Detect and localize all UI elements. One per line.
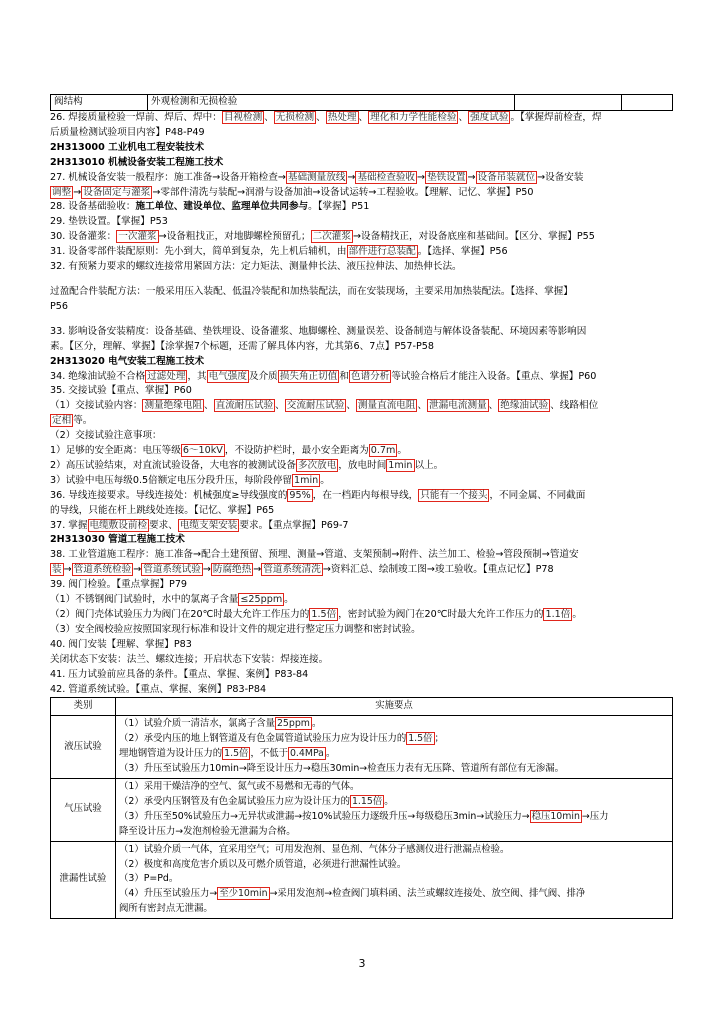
text-run: 要求。【重点掌握】P69-7 xyxy=(239,519,349,531)
red-boxed-keyword: 0.7m xyxy=(370,445,396,457)
red-boxed-keyword: 强度试验 xyxy=(470,112,509,123)
text-run: 、 xyxy=(458,112,469,123)
text-run: 28. 设备基础验收： xyxy=(50,201,136,213)
red-boxed-keyword: 管道系统试验 xyxy=(143,564,201,576)
text-run: → xyxy=(467,171,476,183)
table-text-line xyxy=(119,780,669,795)
red-boxed-keyword: 多次放电 xyxy=(297,459,337,471)
red-boxed-keyword: 热处理 xyxy=(327,112,357,123)
text-run: 、 xyxy=(358,112,369,123)
red-boxed-keyword: 泄漏电流测量 xyxy=(429,400,487,412)
table-text-line xyxy=(119,732,669,747)
red-boxed-keyword: 定相 xyxy=(52,415,72,427)
text-line xyxy=(50,459,673,474)
text-run: （2）阀门壳体试验压力为阀门在20℃时最大允许工作压力的 xyxy=(50,609,310,620)
red-boxed-keyword: 0.4MPa xyxy=(289,748,324,760)
table-row xyxy=(51,778,673,841)
red-boxed-keyword: 管道系统清洗 xyxy=(263,564,321,576)
red-boxed-keyword: 垫铁设置 xyxy=(427,171,466,183)
table-text-line xyxy=(119,717,669,732)
red-boxed-keyword: 基础测量放线 xyxy=(287,171,346,183)
text-run: 1）足够的安全距离：电压等级 xyxy=(50,445,181,457)
table-header-row xyxy=(51,698,673,716)
table-text-line xyxy=(119,843,669,858)
table-row xyxy=(51,716,673,779)
text-run: ； xyxy=(434,733,444,745)
red-boxed-keyword: 调整 xyxy=(52,186,72,198)
text-run: 2H313020 电气安装工程施工技术 xyxy=(50,355,205,367)
text-run: 2H313000 工业机电工程安装技术 xyxy=(50,141,205,153)
text-run: → xyxy=(417,171,426,183)
text-line xyxy=(50,399,673,414)
text-run: 和 xyxy=(339,370,349,382)
text-line xyxy=(50,355,673,370)
red-boxed-keyword: 1.5倍 xyxy=(224,748,249,760)
text-run: P56 xyxy=(50,300,68,312)
text-run: 34. 绝缘油试验不合格 xyxy=(50,370,146,382)
text-run: 29. 垫铁设置。【掌握】P53 xyxy=(50,216,168,228)
text-run: 31. 设备零部件装配原则：先小到大，简单到复杂，先上机后辅机，由 xyxy=(50,246,347,258)
text-run: 及介质 xyxy=(249,370,278,382)
text-run: 32. 有预紧力要求的螺纹连接常用紧固方法：定力矩法、测量伸长法、液压拉伸法、加热伸长法。 xyxy=(50,261,462,273)
red-boxed-keyword: 1.15倍 xyxy=(351,795,383,807)
text-run: →采用发泡剂→检查阀门填料函、法兰或螺纹连接处、放空阀、排气阀、排净 xyxy=(269,888,586,900)
text-run: 设备安装 xyxy=(545,171,584,183)
text-line xyxy=(50,285,673,300)
text-run: → xyxy=(133,564,142,576)
text-run: → xyxy=(73,186,82,198)
text-run: 3）试验中电压每级0.5倍额定电压分段升压，每阶段停留 xyxy=(50,474,293,486)
text-run: （3）升压至50%试验压力→无异状或泄漏→按10%试验压力逐级升压→每级稳压3min→试验压力→ xyxy=(119,810,530,822)
text-line xyxy=(50,260,673,275)
table-text-line xyxy=(119,858,669,873)
table-text-line xyxy=(119,810,669,825)
red-boxed-keyword: 设备固定与灌浆 xyxy=(83,186,151,198)
text-run: 后质量检测试验项目内容】P48-P49 xyxy=(50,126,205,138)
red-boxed-keyword: 电缆支架安装 xyxy=(179,519,238,531)
text-line xyxy=(50,608,673,623)
text-line xyxy=(50,504,673,519)
text-run: 、 xyxy=(204,400,214,412)
text-run: 42. 管道系统试验。【重点、掌握、案例】P83-P84 xyxy=(50,683,267,695)
text-line xyxy=(50,325,673,340)
text-run: （1）采用干燥洁净的空气、氮气或不易燃和无毒的气体。 xyxy=(119,780,360,792)
text-line xyxy=(50,200,673,215)
text-run: ，不低于 xyxy=(250,748,288,760)
text-line xyxy=(50,186,673,201)
text-run: 以上。 xyxy=(414,459,444,471)
text-run: ，不设防护栏时，最小安全距离为 xyxy=(224,445,369,457)
red-boxed-keyword: 理化和力学性能检验 xyxy=(370,112,457,123)
text-run: （2）承受内压钢管及有色金属试验压力应为设计压力的 xyxy=(119,795,350,807)
spacer xyxy=(50,275,673,285)
red-boxed-keyword: 目视检测 xyxy=(223,112,263,123)
text-line xyxy=(50,340,673,355)
text-run: 、 xyxy=(488,400,499,412)
text-run: 36. 导线连接要求。导线连接处：机械强度≥导线强度的 xyxy=(50,489,288,501)
text-run: ，其 xyxy=(187,370,207,382)
text-run: 30. 设备灌浆： xyxy=(50,231,117,243)
table-category-cell: 泄漏性试验 xyxy=(51,841,116,919)
text-run: 37. 掌握 xyxy=(50,519,88,531)
text-run: 。【掌握】P51 xyxy=(308,201,370,213)
text-run: 。 xyxy=(384,795,394,807)
text-run: （3）升压至试验压力10min→降至设计压力→稳压30min→检查压力表有无压降、管道所有部位有无渗漏。 xyxy=(119,763,565,775)
text-run: 、 xyxy=(550,400,560,412)
text-run: 降至设计压力→发泡剂检验无泄漏为合格。 xyxy=(119,825,296,837)
red-boxed-keyword: 只能有一个接头 xyxy=(420,489,488,501)
notes-text xyxy=(50,111,673,697)
text-run: ，在一档距内每根导线， xyxy=(312,489,419,501)
text-line xyxy=(50,683,673,698)
text-line xyxy=(50,126,673,141)
table-category-cell: 气压试验 xyxy=(51,778,116,841)
text-run: →零部件清洗与装配→润滑与设备加油→设备试运转→工程验收。【理解、记忆、掌握】P50 xyxy=(152,186,534,198)
red-boxed-keyword: 交流耐压试验 xyxy=(286,400,345,412)
red-boxed-keyword: 1.1倍 xyxy=(545,609,571,620)
red-boxed-keyword: 绝缘油试验 xyxy=(500,400,549,412)
text-run: 过盈配合件装配方法：一般采用压入装配、低温冷装配和加热装配法，而在安装现场，主要采用加热装配法。【选择、掌握】 xyxy=(50,285,573,297)
red-boxed-keyword: 1.5倍 xyxy=(311,609,337,620)
red-boxed-keyword: 测量绝缘电阻 xyxy=(144,400,203,412)
text-run: 。【掌握焊前检查，焊 xyxy=(510,112,602,123)
text-run: （2）极度和高度危害介质以及可燃介质管道，必须进行泄漏性试验。 xyxy=(119,858,407,870)
text-run: 要求、 xyxy=(149,519,178,531)
text-run: → xyxy=(63,564,72,576)
text-run: →设备粗找正，对地脚螺栓预留孔； xyxy=(158,231,311,243)
text-run: → xyxy=(253,564,262,576)
text-run: ，放电时间 xyxy=(338,459,387,471)
red-boxed-keyword: 电气强度 xyxy=(208,370,247,382)
table-category-cell: 液压试验 xyxy=(51,716,116,779)
text-run: 、 xyxy=(264,112,274,123)
table-points-cell xyxy=(116,716,673,779)
text-line xyxy=(50,370,673,385)
red-boxed-keyword: 防腐绝热 xyxy=(212,564,252,576)
header-cell xyxy=(515,95,622,110)
text-run: 26. 焊接质量检验一焊前、焊后、焊中： xyxy=(50,112,222,123)
page-number: 3 xyxy=(358,957,366,970)
red-boxed-keyword: 1min xyxy=(294,474,319,486)
text-run: 。 xyxy=(320,474,330,486)
red-boxed-keyword: 基础检查验收 xyxy=(357,171,416,183)
text-run: 2H313010 机械设备安装工程施工技术 xyxy=(50,156,224,168)
text-run: （2）承受内压的地上钢管道及有色金属管道试验压力应为设计压力的 xyxy=(119,733,407,745)
red-boxed-keyword: 稳压10min xyxy=(531,810,580,822)
text-run: 40. 阀门安装【理解、掌握】P83 xyxy=(50,638,192,650)
text-run: 。 xyxy=(311,718,322,730)
text-line xyxy=(50,141,673,156)
text-run: 、 xyxy=(346,400,356,412)
text-run: 。 xyxy=(572,609,582,620)
text-run: （4）升压至试验压力→ xyxy=(119,888,218,900)
red-boxed-keyword: 电缆敷设前检 xyxy=(89,519,148,531)
text-run: →压力 xyxy=(581,810,609,822)
text-run: 35. 交接试验【重点、掌握】P60 xyxy=(50,385,192,397)
red-boxed-keyword: 装 xyxy=(52,564,62,576)
red-boxed-keyword: 25ppm xyxy=(276,718,310,730)
text-run: 的导线，只能在杆上跳线处连接。【记忆、掌握】P65 xyxy=(50,504,275,516)
table-text-line xyxy=(119,747,669,762)
text-run: 41. 压力试验前应具备的条件。【重点、掌握、案例】P83-84 xyxy=(50,668,309,680)
text-line xyxy=(50,156,673,171)
table-header-points: 实施要点 xyxy=(116,698,673,716)
text-line xyxy=(50,300,673,315)
text-run: （1）试验介质一清洁水，氯离子含量 xyxy=(119,718,275,730)
text-run: 线路相位 xyxy=(559,400,599,412)
text-run: （3）P=Pd。 xyxy=(119,873,179,885)
red-boxed-keyword: 管道系统检验 xyxy=(73,564,132,576)
text-run: 。 xyxy=(325,748,336,760)
red-boxed-keyword: 损失角正切值 xyxy=(279,370,338,382)
text-run: 管道安 xyxy=(549,549,579,561)
text-run: 、 xyxy=(275,400,285,412)
text-run: 。【选择、掌握】P56 xyxy=(417,246,508,258)
red-boxed-keyword: 6～10kV xyxy=(182,445,223,457)
table-text-line xyxy=(119,872,669,887)
red-boxed-keyword: 一次灌浆 xyxy=(118,231,157,243)
text-run: 33. 影响设备安装精度：设备基础、垫铁埋设、设备灌浆、地脚螺栓、测量误差、设备制造与解体设备装配、环境因素等影响因 xyxy=(50,325,587,337)
text-run: 素。【区分，理解、掌握】【涂掌握7个标题，还需了解具体内容，尤其第6、7点】P57-P58 xyxy=(50,340,434,352)
text-run: 2）高压试验结束，对直流试验设备，大电容的被测试设备 xyxy=(50,459,296,471)
text-line xyxy=(50,563,673,578)
text-line xyxy=(50,578,673,593)
table-points-cell xyxy=(116,778,673,841)
red-boxed-keyword: 部件进行总装配 xyxy=(348,246,416,258)
text-run: 27. 机械设备安装一般程序：施工准备→设备开箱检查→ xyxy=(50,171,286,183)
text-run: 。 xyxy=(284,594,294,606)
header-cell: 阀结构 xyxy=(51,95,148,110)
text-run: 埋地钢管道为设计压力的 xyxy=(119,748,223,760)
red-boxed-keyword: 测量直流电阻 xyxy=(357,400,416,412)
text-line xyxy=(50,245,673,260)
text-line xyxy=(50,384,673,399)
text-run: 。 xyxy=(397,445,407,457)
text-line xyxy=(50,111,673,126)
text-run: 、 xyxy=(417,400,428,412)
header-cell xyxy=(622,95,672,110)
text-line xyxy=(50,474,673,489)
table-text-line xyxy=(119,825,669,840)
text-line xyxy=(50,533,673,548)
red-boxed-keyword: 色谱分析 xyxy=(350,370,390,382)
text-line xyxy=(50,653,673,668)
table-text-line xyxy=(119,902,669,917)
header-table-row xyxy=(50,94,673,111)
red-boxed-keyword: 1min xyxy=(388,459,413,471)
red-boxed-keyword: 1.5倍 xyxy=(408,733,433,745)
text-run: 等试验合格后才能注入设备。【重点、掌握】P60 xyxy=(391,370,597,382)
text-run: （3）安全阀校验应按照国家现行标准和设计文件的规定进行整定压力调整和密封试验。 xyxy=(50,623,421,635)
red-boxed-keyword: 二次灌浆 xyxy=(312,231,351,243)
text-run: 39. 阀门检验。【重点掌握】P79 xyxy=(50,579,188,591)
text-run: →资料汇总、绘制竣工图→竣工验收。【重点记忆】P78 xyxy=(322,564,554,576)
text-run: （1）不锈钢阀门试验时，水中的氯离子含量 xyxy=(50,594,239,606)
text-run: （2）交接试验注意事项： xyxy=(50,430,162,442)
text-line xyxy=(50,171,673,186)
text-line xyxy=(50,230,673,245)
text-run: 关闭状态下安装：法兰、螺纹连接；开启状态下安装：焊接连接。 xyxy=(50,653,329,665)
table-text-line xyxy=(119,795,669,810)
text-run: （1）交接试验内容： xyxy=(50,400,143,412)
text-line xyxy=(50,668,673,683)
text-line xyxy=(50,429,673,444)
text-run: → xyxy=(347,171,356,183)
text-run: 施工单位、建设单位、监理单位共同参与 xyxy=(135,201,309,213)
text-run: 、 xyxy=(316,112,326,123)
red-boxed-keyword: ≤25ppm xyxy=(240,594,283,606)
text-line xyxy=(50,548,673,563)
table-header-category: 类别 xyxy=(51,698,116,716)
header-cell: 外观检测和无损检验 xyxy=(148,95,515,110)
text-line xyxy=(50,489,673,504)
text-run: → xyxy=(537,171,546,183)
spacer xyxy=(50,315,673,325)
text-line xyxy=(50,638,673,653)
text-line xyxy=(50,414,673,429)
text-run: 阀所有密封点无泄漏。 xyxy=(119,903,213,915)
text-run: 38. 工业管道施工程序：施工准备→配合土建预留、预埋、测量→管道、支架预制→附件、法兰加工、检验→管段预制→ xyxy=(50,549,550,561)
pipe-test-table xyxy=(50,697,673,919)
red-boxed-keyword: 无损检测 xyxy=(275,112,315,123)
text-run: ，密封试验为阀门在20℃时最大允许工作压力的 xyxy=(338,609,544,620)
text-run: → xyxy=(202,564,211,576)
red-boxed-keyword: 设备吊装就位 xyxy=(477,171,536,183)
text-line xyxy=(50,593,673,608)
table-text-line xyxy=(119,762,669,777)
red-boxed-keyword: 至少10min xyxy=(219,888,268,900)
text-run: 2H313030 管道工程施工技术 xyxy=(50,534,185,546)
text-run: ，不同金属、不同截面 xyxy=(489,489,586,501)
text-line xyxy=(50,519,673,534)
text-run: →设备精找正，对设备底座和基础间。【区分、掌握】P55 xyxy=(352,231,595,243)
text-run: （1）试验介质一气体，宜采用空气；可用发泡剂、显色剂、气体分子感测仪进行泄漏点检验。 xyxy=(119,843,510,855)
table-text-line xyxy=(119,887,669,902)
red-boxed-keyword: 95% xyxy=(289,489,311,501)
text-line xyxy=(50,215,673,230)
text-line xyxy=(50,444,673,459)
red-boxed-keyword: 过滤处理 xyxy=(147,370,186,382)
text-line xyxy=(50,623,673,638)
table-row xyxy=(51,841,673,919)
red-boxed-keyword: 直流耐压试验 xyxy=(215,400,274,412)
table-points-cell xyxy=(116,841,673,919)
text-run: 等。 xyxy=(73,415,93,427)
document-body xyxy=(50,94,673,919)
